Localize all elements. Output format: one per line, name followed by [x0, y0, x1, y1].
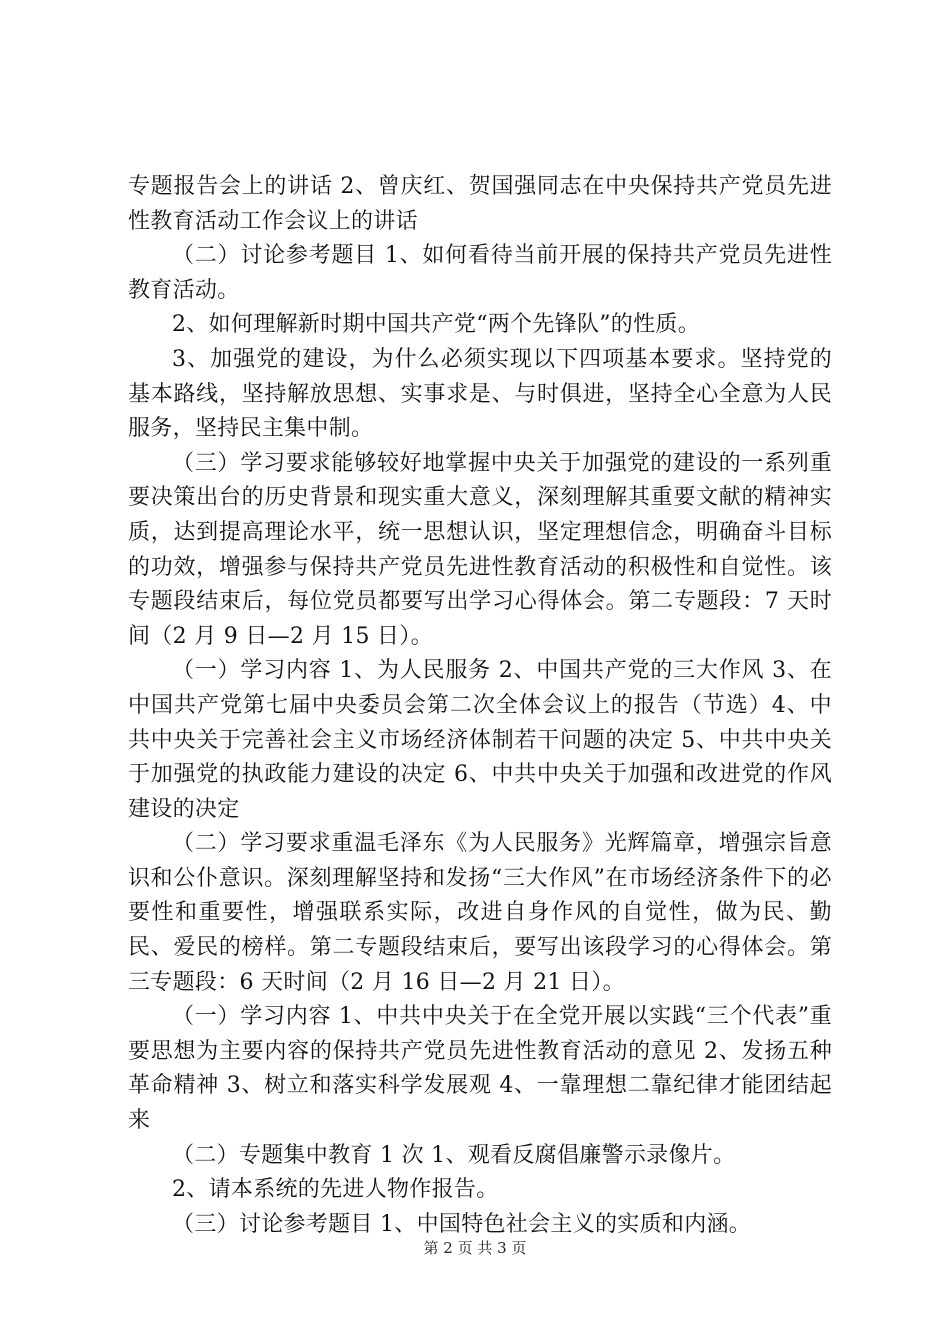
paragraph-2: （二）讨论参考题目 1、如何看待当前开展的保持共产党员先进性教育活动。 [128, 243, 832, 303]
paragraph-9: （二）专题集中教育 1 次 1、观看反腐倡廉警示录像片。 [172, 1142, 736, 1168]
paragraph-4: 3、加强党的建设，为什么必须实现以下四项基本要求。坚持党的基本路线，坚持解放思想、实事求是、与时俱进，坚持全心全意为人民服务，坚持民主集中制。 [128, 346, 832, 442]
paragraph-5: （三）学习要求能够较好地掌握中央关于加强党的建设的一系列重要决策出台的历史背景和现实重大意义，深刻理解其重要文献的精神实质，达到提高理论水平，统一思想认识，坚定理想信念，明确奋斗目标的功效，增强参与保持共产党员先进性教育活动的积极性和自觉性。该专题段结束后，每位党员都要写出学习心得体会。第二专题段：7 天时间（2 月 9 日—2 月 15 日）。 [128, 450, 832, 649]
paragraph-10: 2、请本系统的先进人物作报告。 [172, 1177, 499, 1203]
paragraph-11: （三）讨论参考题目 1、中国特色社会主义的实质和内涵。 [172, 1211, 752, 1237]
page-number-footer: 第 2 页 共 3 页 [423, 1239, 527, 1257]
paragraph-7: （二）学习要求重温毛泽东《为人民服务》光辉篇章，增强宗旨意识和公仆意识。深刻理解坚持和发扬“三大作风”在市场经济条件下的必要性和重要性，增强联系实际，改进自身作风的自觉性，做为民、勤民、爱民的榜样。第二专题段结束后，要写出该段学习的心得体会。第三专题段：6 天时间（2 月 16 日—2 月 21 日）。 [128, 831, 832, 995]
paragraph-8: （一）学习内容 1、中共中央关于在全党开展以实践“三个代表”重要思想为主要内容的保持共产党员先进性教育活动的意见 2、发扬五种革命精神 3、树立和落实科学发展观 4、一靠理想二靠纪律才能团结起来 [128, 1004, 832, 1134]
paragraph-1: 专题报告会上的讲话 2、曾庆红、贺国强同志在中央保持共产党员先进性教育活动工作会议上的讲话 [128, 174, 832, 234]
document-body [128, 170, 832, 1242]
paragraph-6: （一）学习内容 1、为人民服务 2、中国共产党的三大作风 3、在中国共产党第七届中央委员会第二次全体会议上的报告（节选）4、中共中央关于完善社会主义市场经济体制若干问题的决定 5、中共中央关于加强党的执政能力建设的决定 6、中共中央关于加强和改进党的作风建设的决定 [128, 658, 832, 822]
paragraph-3: 2、如何理解新时期中国共产党“两个先锋队”的性质。 [172, 312, 700, 338]
